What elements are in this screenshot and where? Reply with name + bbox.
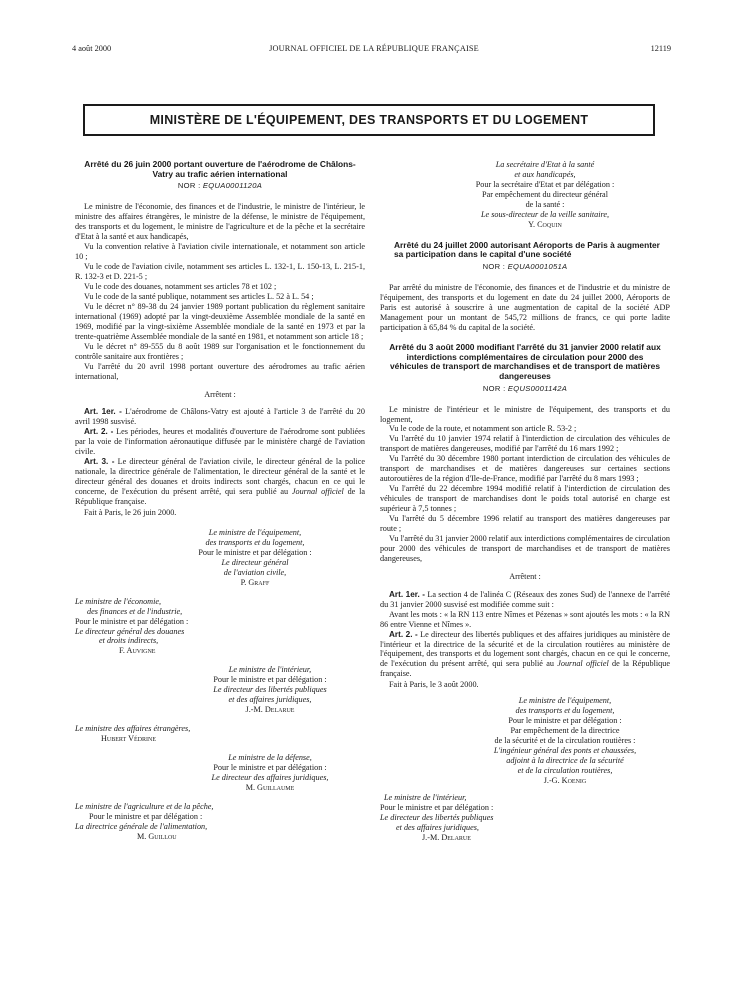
signature-block-interieur (185, 665, 355, 715)
arretent-heading: Arrêtent : (509, 571, 541, 581)
visa: Vu le décret n° 89-38 du 24 janvier 1989 portant publication du règlement sanitaire international (1969) adopté par la vingt-deuxième Assemblée mondiale de la santé en 1969, modifié par la vingt-sixième Assemblée mondiale de la santé en 1973 et par la trente-quatrième Assemblée mondiale de la santé en 1981, et notamment son article 18 ; (75, 301, 365, 341)
signatory-name: F. Auvigne (119, 646, 156, 656)
signatory-title: et des affaires juridiques, (228, 695, 312, 705)
delegation: Pour le ministre et par délégation : (380, 802, 494, 812)
signatory-title: Le ministre de l'agriculture et de la pêche, (75, 801, 214, 811)
preamble: Le ministre de l'économie, des finances et de l'industrie, le ministre de l'intérieur, le ministre des affaires étrangères, le ministre de la défense, le ministre de l'équipement, des transports et du logement, le ministre de l'agriculture et de la pêche et la secrétaire d'Etat à la santé et aux handicapés, (75, 202, 365, 242)
visa: Vu le code de la santé publique, notamment ses articles L. 52 à L. 54 ; (84, 291, 314, 301)
signatory-title: Le ministre de l'équipement, (518, 696, 612, 706)
signatory-name: J.-M. Delarue (245, 705, 295, 715)
signatory-title: des finances et de l'industrie, (87, 606, 183, 616)
signatory-title: des transports et du logement, (515, 706, 615, 716)
signature-block-affaires-etrangeres (75, 724, 255, 744)
visa: Vu l'arrêté du 30 décembre 1980 portant interdiction de circulation des véhicules de transport de marchandises et de matières dangereuses sur certaines sections autoroutières de la région d'Ile-de-France, modifié par l'arrêté du 8 mars 1993 ; (380, 454, 670, 484)
preamble: Le ministre de l'intérieur et le ministre de l'équipement, des transports et du logement, (380, 404, 670, 424)
signatory-title: L'ingénieur général des ponts et chaussées, (493, 746, 637, 756)
right-column (380, 160, 670, 843)
signatory-name: P. Graff (240, 577, 270, 587)
signatory-name: J.-G. Koenig (543, 775, 587, 785)
visa: Vu l'arrêté du 31 janvier 2000 relatif aux interdictions complémentaires de circulation pour 2000 des véhicules de transport de marchandises et de transport de matières dangereuses, (380, 533, 670, 563)
signatory-title: et des affaires juridiques, (396, 822, 479, 832)
journal-title: JOURNAL OFFICIEL DE LA RÉPUBLIQUE FRANÇAISE (269, 44, 479, 53)
nor-reference-1: NOR : EQUA0001120A (177, 181, 263, 191)
signature-block-economie (75, 597, 255, 657)
signatory-name: M. Guillou (137, 831, 177, 841)
decree-title-3: Arrêté du 3 août 2000 modifiant l'arrêté du 31 janvier 2000 relatif aux interdictions complémentaires de circulation pour 2000 des véhicules de transport de marchandises et de transport de matières dangereuses (389, 341, 661, 381)
visa: Vu l'arrêté du 22 décembre 1994 modifié relatif à l'interdiction de circulation des véhicules de transport de marchandises dont le poids total autorisé en charge est supérieur à 7,5 tonnes ; (380, 484, 670, 514)
delegation: Pour le ministre et par délégation : (89, 811, 203, 821)
page-number: 12119 (650, 44, 671, 53)
signatory-title: et de la circulation routières, (517, 765, 613, 775)
signatory-title: Le ministre de la défense, (228, 753, 312, 763)
delegation: Pour le ministre et par délégation : (213, 675, 327, 685)
signature-block-interieur (380, 793, 580, 843)
signatory-name: Hubert Védrine (101, 734, 157, 744)
visa: Vu la convention relative à l'aviation civile internationale, et notamment son article 10 ; (75, 242, 365, 262)
article-1-amendment: Avant les mots : « la RN 113 entre Nîmes et Pézenas » sont ajoutés les mots : « la RN 86 entre Vienne et Nîmes ». (380, 609, 670, 629)
signatory-title: Le directeur des libertés publiques (213, 685, 327, 695)
signatory-title: Le ministre de l'économie, (75, 596, 162, 606)
signature-block-sante (430, 160, 660, 230)
signatory-title: Le directeur des libertés publiques (380, 812, 494, 822)
delegation: Par empêchement du directeur général (482, 189, 608, 199)
delegation: de la santé : (525, 199, 565, 209)
delegation: Pour le ministre et par délégation : (75, 616, 189, 626)
signatory-title: adjoint à la directrice de la sécurité (506, 756, 624, 766)
ministry-title: MINISTÈRE DE L'ÉQUIPEMENT, DES TRANSPORTS ET DU LOGEMENT (149, 113, 589, 127)
visa: Vu le code des douanes, notamment ses articles 78 et 102 ; (84, 281, 277, 291)
decree-summary: Par arrêté du ministre de l'économie, des finances et de l'industrie et du ministre de l'équipement, des transports et du logement en date du 24 juillet 2000, Aéroports de Paris est autorisé à souscrire à une augmentation de capital de la société ADP Management pour un montant de 545,72 millions de francs, ce qui porte ladite participation à 65,84 % du capital de la société. (380, 283, 670, 332)
signatory-title: Le ministre de l'intérieur, (384, 792, 467, 802)
signatory-title: Le ministre des affaires étrangères, (75, 724, 191, 734)
visa: Vu le code de l'aviation civile, notamment ses articles L. 132-1, L. 150-13, L. 215-1, R. 132-3 et D. 221-5 ; (75, 262, 365, 282)
article-2: Art. 2. - Le directeur des libertés publiques et des affaires juridiques au ministère de l'intérieur et la directrice de la sécurité et de la circulation routières au ministère de l'équipement, des transports et du logement sont chargés, chacun en ce qui le concerne, de l'exécution du présent arrêté, qui sera publié au Journal officiel de la République française. (380, 629, 670, 679)
visa: Vu l'arrêté du 20 avril 1998 portant ouverture des aérodromes au trafic aérien international, (75, 361, 365, 381)
signatory-title: de l'aviation civile, (223, 567, 287, 577)
left-column (75, 160, 365, 842)
signature-block-agriculture (75, 802, 275, 842)
signatory-name: Y. Coquin (528, 219, 562, 229)
nor-reference-3: NOR : EQUS0001142A (482, 383, 568, 393)
delegation: Par empêchement de la directrice (510, 726, 620, 736)
signatory-title: La directrice générale de l'alimentation, (75, 821, 208, 831)
arretent-heading: Arrêtent : (204, 389, 236, 399)
signatory-title: La secrétaire d'Etat à la santé (495, 160, 595, 169)
signatory-name: M. Guillaume (245, 782, 295, 792)
signatory-title: et aux handicapés, (514, 169, 576, 179)
header-date: 4 août 2000 (72, 44, 112, 53)
signatory-title: Le directeur général (221, 557, 289, 567)
signatory-title: des transports et du logement, (205, 537, 305, 547)
delegation: Pour le ministre et par délégation : (198, 547, 312, 557)
visa: Vu le code de la route, et notamment son article R. 53-2 ; (389, 424, 577, 434)
visa: Vu l'arrêté du 10 janvier 1974 relatif à l'interdiction de circulation des véhicules de transport de matières dangereuses, modifié par l'arrêté du 16 mars 1992 ; (380, 434, 670, 454)
decree-title-2: Arrêté du 24 juillet 2000 autorisant Aéroports de Paris à augmenter sa participation dans le capital d'une société (394, 239, 660, 260)
signatory-title: et droits indirects, (99, 636, 159, 646)
signing-date: Fait à Paris, le 3 août 2000. (389, 680, 479, 690)
nor-reference-2: NOR : EQUA0001051A (482, 262, 568, 272)
delegation: Pour la secrétaire d'Etat et par délégation : (475, 179, 615, 189)
ministry-banner (83, 104, 655, 136)
article-1: Art. 1er. - L'aérodrome de Châlons-Vatry est ajouté à l'article 3 de l'arrêté du 20 avril 1998 susvisé. (75, 407, 365, 427)
delegation: Pour le ministre et par délégation : (508, 716, 622, 726)
delegation: de la sécurité et de la circulation routières : (494, 736, 636, 746)
signing-date: Fait à Paris, le 26 juin 2000. (84, 508, 177, 517)
visa: Vu l'arrêté du 5 décembre 1996 relatif au transport des matières dangereuses par route ; (380, 514, 670, 533)
signature-block-defense (185, 753, 355, 793)
decree-title-1: Arrêté du 26 juin 2000 portant ouverture de l'aérodrome de Châlons-Vatry au trafic aérien international (84, 159, 356, 179)
article-1: Art. 1er. - La section 4 de l'alinéa C (Réseaux des zones Sud) de l'annexe de l'arrêté du 31 janvier 2000 susvisé est modifiée comme suit : (380, 589, 670, 609)
delegation: Pour le ministre et par délégation : (213, 763, 327, 773)
signatory-title: Le directeur des affaires juridiques, (211, 772, 329, 782)
signatory-title: Le ministre de l'intérieur, (228, 665, 312, 675)
signature-block-equipement (165, 528, 345, 588)
signatory-title: Le directeur général des douanes (75, 626, 185, 636)
visa: Vu le décret n° 89-555 du 8 août 1989 sur l'organisation et le fonctionnement du contrôle sanitaire aux frontières ; (75, 341, 365, 361)
article-2: Art. 2. - Les périodes, heures et modalités d'ouverture de l'aérodrome sont publiées par la voie de l'information aéronautique diffusée par le ministère chargé de l'aviation civile. (75, 427, 365, 457)
signatory-title: Le sous-directeur de la veille sanitaire, (480, 209, 610, 219)
signatory-title: Le ministre de l'équipement, (208, 527, 302, 537)
signatory-name: J.-M. Delarue (422, 832, 471, 842)
signature-block-equipement (460, 696, 670, 786)
article-3: Art. 3. - Le directeur général de l'aviation civile, le directeur général de la police nationale, la directrice générale de l'alimentation, le directeur général de la santé et le directeur général des douanes et droits indirects sont chargés, chacun en ce qui le concerne, de l'exécution du présent arrêté, qui sera publié au Journal officiel de la République française. (75, 457, 365, 507)
